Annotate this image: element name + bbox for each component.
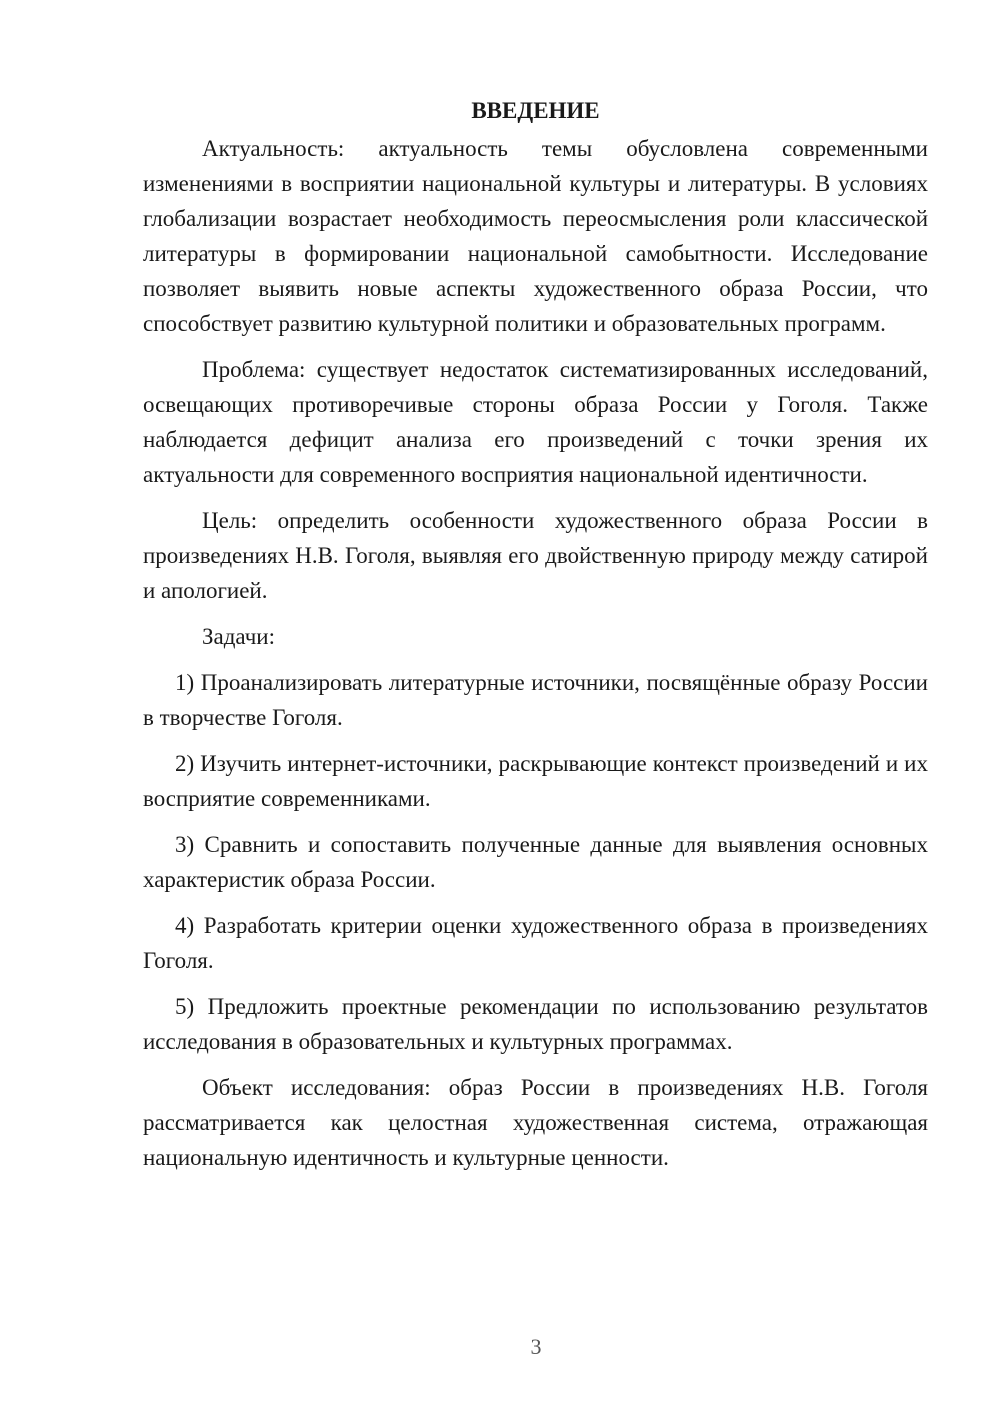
task-item-1: 1) Проанализировать литературные источники, посвящённые образу России в творчестве Гоголя. xyxy=(143,670,928,730)
problem-paragraph: Проблема: существует недостаток систематизированных исследований, освещающих противоречивые стороны образа России у Гоголя. Также наблюдается дефицит анализа его произведений с точки зрения их актуальности для современного восприятия национальной идентичности. xyxy=(143,357,928,487)
page-number: 3 xyxy=(530,1334,542,1359)
relevance-paragraph: Актуальность: актуальность темы обусловлена современными изменениями в восприятии национальной культуры и литературы. В условиях глобализации возрастает необходимость переосмысления роли классической литературы в формировании национальной самобытности. Исследование позволяет выявить новые аспекты художественного образа России, что способствует развитию культурной политики и образовательных программ. xyxy=(143,136,928,336)
object-paragraph: Объект исследования: образ России в произведениях Н.В. Гоголя рассматривается как целостная художественная система, отражающая национальную идентичность и культурные ценности. xyxy=(143,1075,928,1170)
section-heading: ВВЕДЕНИЕ xyxy=(471,98,600,123)
task-item-2: 2) Изучить интернет-источники, раскрывающие контекст произведений и их восприятие современниками. xyxy=(143,751,928,811)
task-item-5: 5) Предложить проектные рекомендации по использованию результатов исследования в образовательных и культурных программах. xyxy=(143,994,928,1054)
tasks-label: Задачи: xyxy=(202,624,275,649)
task-item-3: 3) Сравнить и сопоставить полученные данные для выявления основных характеристик образа России. xyxy=(143,832,928,892)
document-body xyxy=(143,93,928,1186)
task-item-4: 4) Разработать критерии оценки художественного образа в произведениях Гоголя. xyxy=(143,913,928,973)
goal-paragraph: Цель: определить особенности художественного образа России в произведениях Н.В. Гоголя, выявляя его двойственную природу между сатирой и апологией. xyxy=(143,508,928,603)
